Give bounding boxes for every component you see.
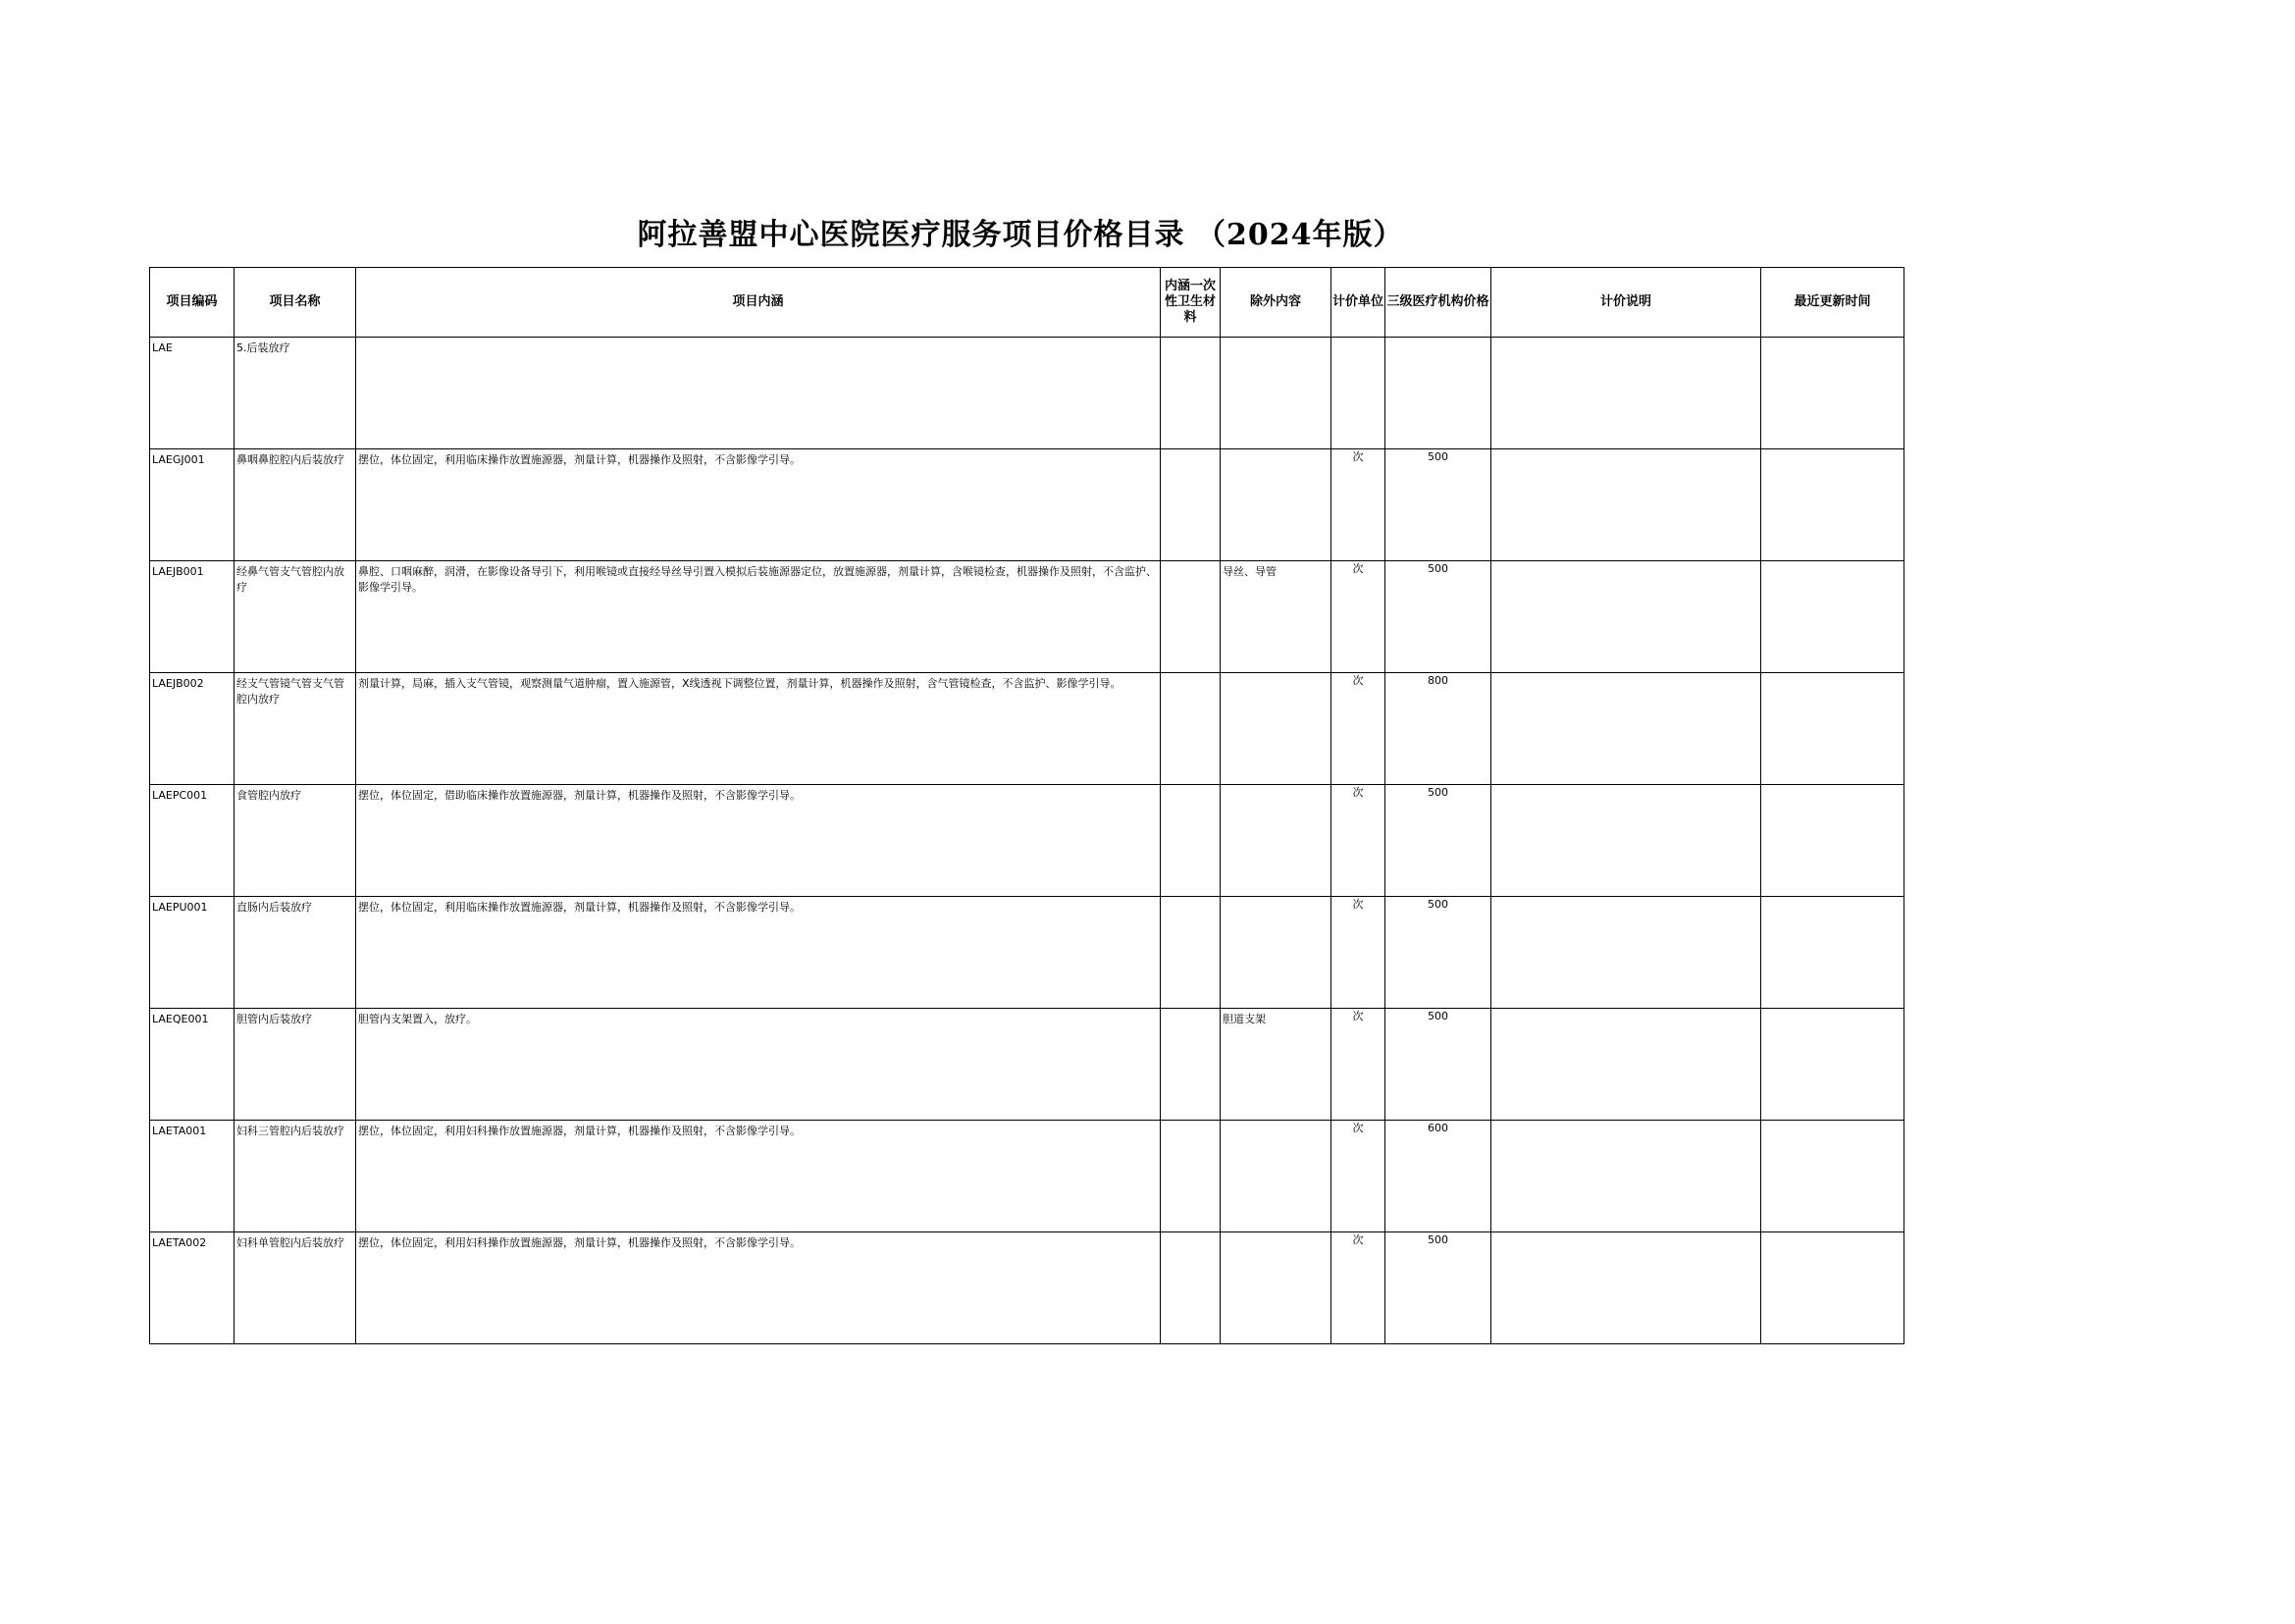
- cell-content: 鼻腔、口咽麻醉，润滑，在影像设备导引下，利用喉镜或直接经导丝导引置入模拟后装施源器定位，放置施源器，剂量计算，含喉镜检查，机器操作及照射，不含监护、影像学引导。: [356, 561, 1161, 673]
- cell-unit: [1331, 338, 1385, 449]
- cell-consumables: [1161, 1009, 1221, 1121]
- header-consumables: 内涵一次性卫生材料: [1161, 268, 1221, 338]
- cell-notes: [1491, 673, 1761, 785]
- cell-name: 妇科三管腔内后装放疗: [235, 1121, 356, 1232]
- cell-exclusions: [1221, 449, 1331, 561]
- cell-updated: [1761, 1009, 1904, 1121]
- table-row: [150, 897, 1904, 1009]
- cell-name: 鼻咽鼻腔腔内后装放疗: [235, 449, 356, 561]
- cell-price: 500: [1385, 449, 1491, 561]
- cell-code: LAEPC001: [150, 785, 235, 897]
- cell-price: 500: [1385, 1009, 1491, 1121]
- cell-updated: [1761, 897, 1904, 1009]
- cell-notes: [1491, 1121, 1761, 1232]
- cell-name: 胆管内后装放疗: [235, 1009, 356, 1121]
- cell-notes: [1491, 1009, 1761, 1121]
- cell-unit: 次: [1331, 1009, 1385, 1121]
- table-row: [150, 1009, 1904, 1121]
- header-unit: 计价单位: [1331, 268, 1385, 338]
- cell-content: 胆管内支架置入，放疗。: [356, 1009, 1161, 1121]
- cell-exclusions: [1221, 897, 1331, 1009]
- table-row: [150, 673, 1904, 785]
- cell-notes: [1491, 449, 1761, 561]
- cell-price: 500: [1385, 1232, 1491, 1344]
- cell-unit: 次: [1331, 449, 1385, 561]
- table-row: [150, 449, 1904, 561]
- cell-unit: 次: [1331, 785, 1385, 897]
- cell-content: 摆位，体位固定，利用妇科操作放置施源器，剂量计算，机器操作及照射，不含影像学引导。: [356, 1232, 1161, 1344]
- cell-code: LAETA002: [150, 1232, 235, 1344]
- cell-price: 500: [1385, 785, 1491, 897]
- cell-consumables: [1161, 897, 1221, 1009]
- cell-code: LAEJB002: [150, 673, 235, 785]
- header-content: 项目内涵: [356, 268, 1161, 338]
- cell-updated: [1761, 561, 1904, 673]
- cell-name: 食管腔内放疗: [235, 785, 356, 897]
- header-price: 三级医疗机构价格: [1385, 268, 1491, 338]
- cell-code: LAEQE001: [150, 1009, 235, 1121]
- cell-content: 摆位，体位固定，利用妇科操作放置施源器，剂量计算，机器操作及照射，不含影像学引导。: [356, 1121, 1161, 1232]
- header-exclusions: 除外内容: [1221, 268, 1331, 338]
- cell-updated: [1761, 785, 1904, 897]
- cell-unit: 次: [1331, 673, 1385, 785]
- cell-notes: [1491, 1232, 1761, 1344]
- cell-notes: [1491, 897, 1761, 1009]
- table-row: [150, 561, 1904, 673]
- cell-notes: [1491, 785, 1761, 897]
- cell-price: 500: [1385, 561, 1491, 673]
- cell-exclusions: [1221, 785, 1331, 897]
- table-row: [150, 1232, 1904, 1344]
- cell-price: [1385, 338, 1491, 449]
- cell-price: 500: [1385, 897, 1491, 1009]
- cell-consumables: [1161, 1232, 1221, 1344]
- cell-consumables: [1161, 673, 1221, 785]
- header-name: 项目名称: [235, 268, 356, 338]
- table-header-row: [150, 268, 1904, 338]
- cell-price: 800: [1385, 673, 1491, 785]
- cell-unit: 次: [1331, 1121, 1385, 1232]
- table-row: [150, 785, 1904, 897]
- cell-content: 摆位，体位固定，借助临床操作放置施源器，剂量计算，机器操作及照射，不含影像学引导。: [356, 785, 1161, 897]
- cell-code: LAEGJ001: [150, 449, 235, 561]
- cell-unit: 次: [1331, 1232, 1385, 1344]
- cell-name: 直肠内后装放疗: [235, 897, 356, 1009]
- cell-code: LAEJB001: [150, 561, 235, 673]
- cell-unit: 次: [1331, 561, 1385, 673]
- cell-updated: [1761, 1232, 1904, 1344]
- header-code: 项目编码: [150, 268, 235, 338]
- cell-notes: [1491, 561, 1761, 673]
- cell-content: 摆位，体位固定，利用临床操作放置施源器，剂量计算，机器操作及照射，不含影像学引导。: [356, 449, 1161, 561]
- cell-consumables: [1161, 449, 1221, 561]
- cell-code: LAETA001: [150, 1121, 235, 1232]
- cell-name: 经支气管镜气管支气管腔内放疗: [235, 673, 356, 785]
- cell-price: 600: [1385, 1121, 1491, 1232]
- cell-exclusions: [1221, 1121, 1331, 1232]
- page-title: 阿拉善盟中心医院医疗服务项目价格目录 （2024年版）: [637, 218, 1404, 252]
- cell-name: 经鼻气管支气管腔内放疗: [235, 561, 356, 673]
- cell-exclusions: 胆道支架: [1221, 1009, 1331, 1121]
- cell-content: 剂量计算，局麻，插入支气管镜，观察测量气道肿瘤，置入施源管，X线透视下调整位置，剂量计算，机器操作及照射，含气管镜检查，不含监护、影像学引导。: [356, 673, 1161, 785]
- cell-exclusions: [1221, 338, 1331, 449]
- cell-code: LAE: [150, 338, 235, 449]
- cell-consumables: [1161, 1121, 1221, 1232]
- cell-unit: 次: [1331, 897, 1385, 1009]
- cell-notes: [1491, 338, 1761, 449]
- cell-name: 5.后装放疗: [235, 338, 356, 449]
- cell-consumables: [1161, 338, 1221, 449]
- header-notes: 计价说明: [1491, 268, 1761, 338]
- table-row: [150, 1121, 1904, 1232]
- cell-consumables: [1161, 785, 1221, 897]
- price-table: [149, 267, 1904, 1344]
- cell-consumables: [1161, 561, 1221, 673]
- cell-exclusions: [1221, 1232, 1331, 1344]
- cell-content: 摆位，体位固定，利用临床操作放置施源器，剂量计算，机器操作及照射，不含影像学引导。: [356, 897, 1161, 1009]
- cell-updated: [1761, 1121, 1904, 1232]
- cell-exclusions: [1221, 673, 1331, 785]
- cell-updated: [1761, 338, 1904, 449]
- table-row: [150, 338, 1904, 449]
- cell-updated: [1761, 673, 1904, 785]
- header-updated: 最近更新时间: [1761, 268, 1904, 338]
- cell-code: LAEPU001: [150, 897, 235, 1009]
- cell-exclusions: 导丝、导管: [1221, 561, 1331, 673]
- cell-updated: [1761, 449, 1904, 561]
- cell-name: 妇科单管腔内后装放疗: [235, 1232, 356, 1344]
- cell-content: [356, 338, 1161, 449]
